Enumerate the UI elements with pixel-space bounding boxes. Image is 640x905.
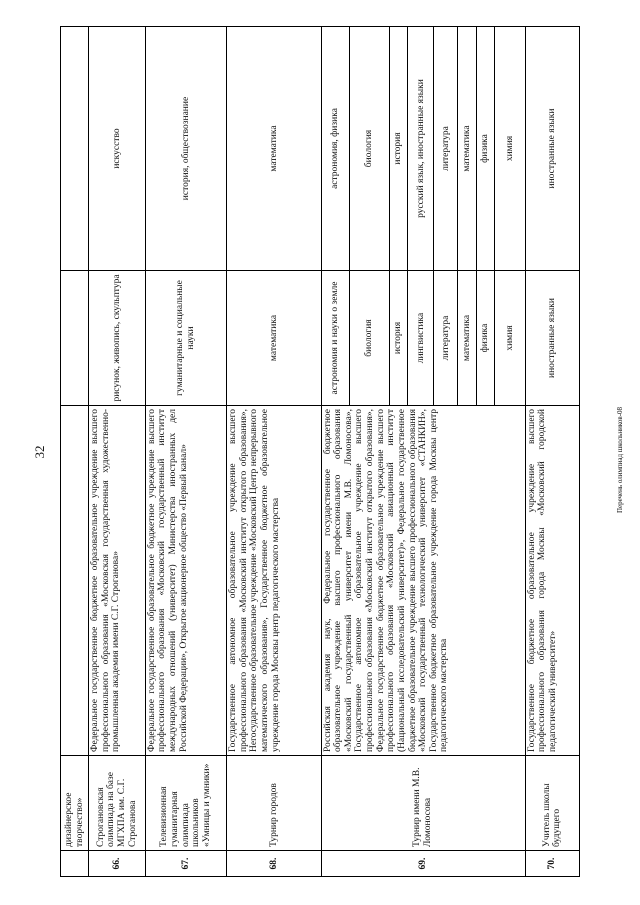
olympiad-name: дизайнерское творчество» — [61, 756, 89, 851]
profile: история — [389, 271, 407, 406]
subjects: физика — [476, 27, 494, 271]
page-number: 32 — [32, 445, 47, 459]
row-number: 67. — [145, 851, 226, 877]
subjects: математика — [458, 27, 476, 271]
rotated-page-content — [60, 27, 580, 877]
organizer: Государственное бюджетное образовательное учреждение высшего профессионального образования города Москвы «Московский городской педагогический университет» — [525, 406, 579, 756]
table-row — [61, 27, 89, 877]
organizer: Российская академия наук, Федеральное государственное бюджетное образовательное учреждение высшего профессионального образования «Московский государственный университет имени М.В. Ломоносова», Государственное автономное образовательное учреждение высшего профессионального образования «Московский институт открытого образования», Федеральное государственное бюджетное образовательное учреждение высшего профессионального образования «Московский авиационный институт (Национальный исследовательский университет)», Федеральное государственное бюджетное образовательное учреждение высшего профессионального образования «Московский государственный технологический университет «СТАНКИН», Государственное бюджетное образовательное учреждение города Москвы центр педагогического мастерства — [321, 406, 525, 756]
organizer: Государственное автономное образовательное учреждение высшего профессионального образования «Московский институт открытого образования», Негосударственное образовательное учреждение «Московский Центр непрерывного математического образования», Государственное бюджетное образовательное учреждение города Москвы центр педагогического мастерства — [227, 406, 321, 756]
subjects: литература — [434, 27, 458, 271]
subjects: русский язык, иностранные языки — [408, 27, 434, 271]
row-number: 70. — [525, 851, 579, 877]
profile: лингвистика — [408, 271, 434, 406]
olympiad-name: Турнир имени М.В. Ломоносова — [321, 756, 525, 851]
table-row — [525, 27, 579, 877]
profile: физика — [476, 271, 494, 406]
olympiad-table — [60, 26, 580, 877]
subjects: химия — [495, 27, 525, 271]
table-row — [145, 27, 226, 877]
row-number — [61, 851, 89, 877]
row-number: 68. — [227, 851, 321, 877]
subjects: иностранные языки — [525, 27, 579, 271]
subjects: биология — [349, 27, 389, 271]
organizer: Федеральное государственное образовательное бюджетное учреждение высшего профессионального образования «Московский государственный институт международных отношений (университет) Министерства иностранных дел Российской Федерации», Открытое акционерное общество «Первый канал» — [145, 406, 226, 756]
profile: астрономия и науки о земле — [321, 271, 349, 406]
profile: рисунок, живопись, скульптура — [89, 271, 145, 406]
olympiad-name: Учитель школы будущего — [525, 756, 579, 851]
olympiad-name: Строгановская олимпиада на базе МГХПА им. С.Г. Строганова — [89, 756, 145, 851]
profile: химия — [495, 271, 525, 406]
profile: иностранные языки — [525, 271, 579, 406]
organizer: Федеральное государственное бюджетное образовательное учреждение высшего профессионального образования «Московская государственная художественно-промышленная академия имени С.Г. Строганова» — [89, 406, 145, 756]
olympiad-name: Телевизионная гуманитарная олимпиада школьников «Умницы и умники» — [145, 756, 226, 851]
organizer — [61, 406, 89, 756]
profile: математика — [227, 271, 321, 406]
subjects — [61, 27, 89, 271]
profile — [61, 271, 89, 406]
row-number: 66. — [89, 851, 145, 877]
footer-note: Перечень олимпиад школьников-08 — [616, 406, 624, 514]
subjects: математика — [227, 27, 321, 271]
table-row — [321, 27, 349, 877]
row-number: 69. — [321, 851, 525, 877]
subjects: история, обществознание — [145, 27, 226, 271]
table-row — [89, 27, 145, 877]
olympiad-name: Турнир городов — [227, 756, 321, 851]
subjects: астрономия, физика — [321, 27, 349, 271]
profile: литература — [434, 271, 458, 406]
subjects: история — [389, 27, 407, 271]
subjects: искусство — [89, 27, 145, 271]
profile: математика — [458, 271, 476, 406]
table-row — [227, 27, 321, 877]
profile: биология — [349, 271, 389, 406]
profile: гуманитарные и социальные науки — [145, 271, 226, 406]
